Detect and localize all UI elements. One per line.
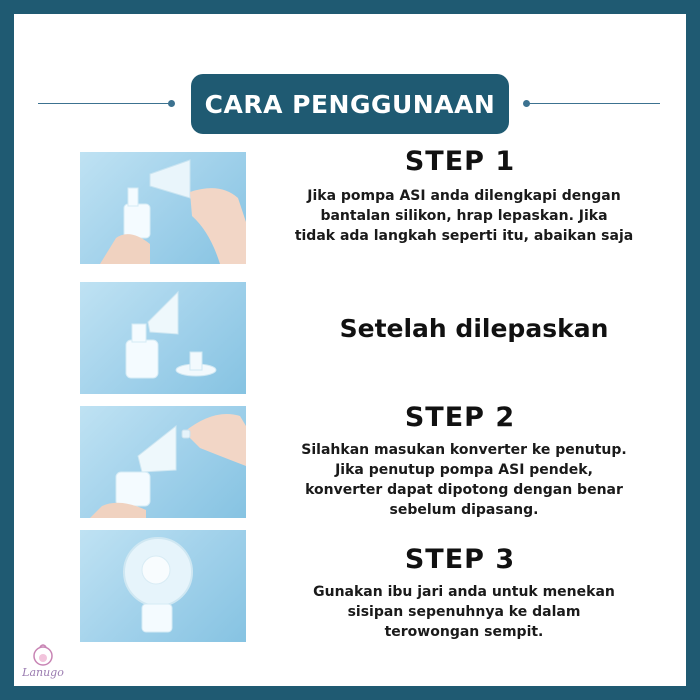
step-3-text — [264, 582, 664, 642]
baby-face-icon — [18, 642, 68, 668]
title-divider-left — [38, 103, 170, 104]
step-2-title: STEP 2 — [404, 402, 516, 433]
step-1-line: tidak ada langkah seperti itu, abaikan saja — [294, 228, 634, 244]
title-dot-left — [168, 100, 175, 107]
step-2-line: konverter dapat dipotong dengan benar — [305, 482, 623, 498]
step-2-line: sebelum dipasang. — [389, 502, 539, 518]
middle-heading: Setelah dilepaskan — [339, 314, 609, 343]
step-1-title: STEP 1 — [404, 146, 516, 177]
step-3-line: sisipan sepenuhnya ke dalam — [347, 604, 581, 620]
title-section — [14, 74, 686, 134]
title-divider-right — [528, 103, 660, 104]
step-1-text — [264, 186, 664, 246]
brand-name: Lanugo — [22, 666, 64, 679]
step-1-line: Jika pompa ASI anda dilengkapi dengan — [307, 188, 621, 204]
step-3-title: STEP 3 — [404, 544, 516, 575]
brand-logo — [18, 642, 68, 686]
step-1-photo — [80, 152, 246, 264]
step-3-photo — [80, 530, 246, 642]
step-1-line: bantalan silikon, hrap lepaskan. Jika — [320, 208, 608, 224]
page-title: CARA PENGGUNAAN — [191, 74, 509, 134]
step-3-line: terowongan sempit. — [384, 624, 544, 640]
step-3-line: Gunakan ibu jari anda untuk menekan — [313, 584, 615, 600]
step-2-photo — [80, 406, 246, 518]
instruction-card — [14, 14, 686, 686]
step-2-text — [264, 440, 664, 520]
step-middle-photo — [80, 282, 246, 394]
step-2-line: Silahkan masukan konverter ke penutup. — [301, 442, 627, 458]
step-2-line: Jika penutup pompa ASI pendek, — [335, 462, 593, 478]
